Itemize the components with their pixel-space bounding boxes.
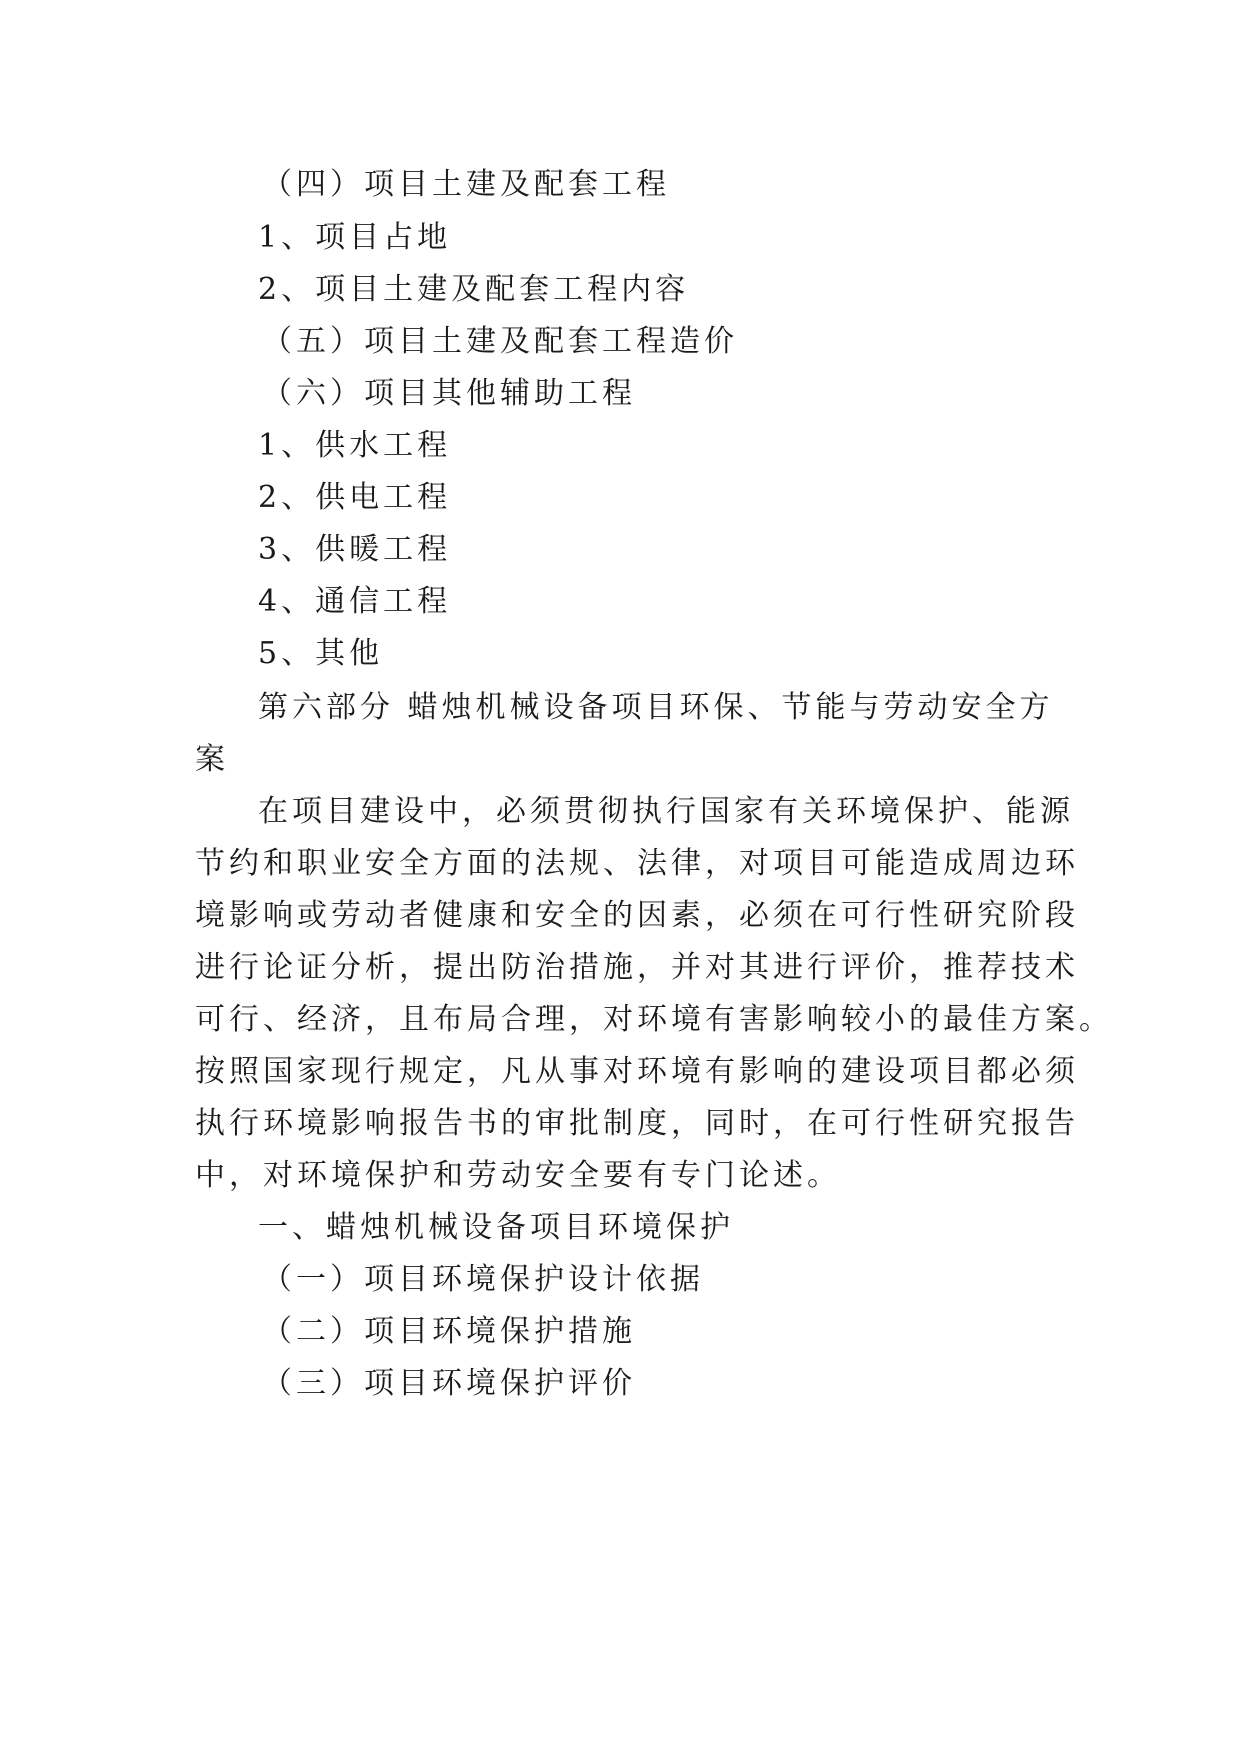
heading-5-civil-cost: （五）项目土建及配套工程造价 <box>262 324 738 359</box>
paragraph-line-1: 在项目建设中，必须贯彻执行国家有关环境保护、能源 <box>258 794 1074 829</box>
paragraph-line-2: 节约和职业安全方面的法规、法律，对项目可能造成周边环 <box>195 846 1079 881</box>
item-land-use: 1、项目占地 <box>258 220 452 255</box>
paragraph-line-5: 可行、经济，且布局合理，对环境有害影响较小的最佳方案。 <box>195 1002 1113 1037</box>
item-power-supply: 2、供电工程 <box>258 480 452 515</box>
part-6-title-line-1: 第六部分 蜡烛机械设备项目环保、节能与劳动安全方 <box>258 690 1054 725</box>
paragraph-line-8: 中，对环境保护和劳动安全要有专门论述。 <box>195 1158 841 1193</box>
item-civil-content: 2、项目土建及配套工程内容 <box>258 272 690 307</box>
heading-6-auxiliary-works: （六）项目其他辅助工程 <box>262 376 636 411</box>
paragraph-line-7: 执行环境影响报告书的审批制度，同时，在可行性研究报告 <box>195 1106 1079 1141</box>
sub-2-measures: （二）项目环境保护措施 <box>262 1314 636 1349</box>
item-heating: 3、供暖工程 <box>258 532 452 567</box>
paragraph-line-6: 按照国家现行规定，凡从事对环境有影响的建设项目都必须 <box>195 1054 1079 1089</box>
item-water-supply: 1、供水工程 <box>258 428 452 463</box>
heading-4-civil-works: （四）项目土建及配套工程 <box>262 167 670 202</box>
item-communication: 4、通信工程 <box>258 584 452 619</box>
section-1-environmental-protection: 一、蜡烛机械设备项目环境保护 <box>258 1210 734 1245</box>
paragraph-line-4: 进行论证分析，提出防治措施，并对其进行评价，推荐技术 <box>195 950 1079 985</box>
paragraph-line-3: 境影响或劳动者健康和安全的因素，必须在可行性研究阶段 <box>195 898 1079 933</box>
sub-3-evaluation: （三）项目环境保护评价 <box>262 1366 636 1401</box>
sub-1-design-basis: （一）项目环境保护设计依据 <box>262 1262 704 1297</box>
item-other: 5、其他 <box>258 636 384 671</box>
part-6-title-line-2: 案 <box>195 742 229 777</box>
